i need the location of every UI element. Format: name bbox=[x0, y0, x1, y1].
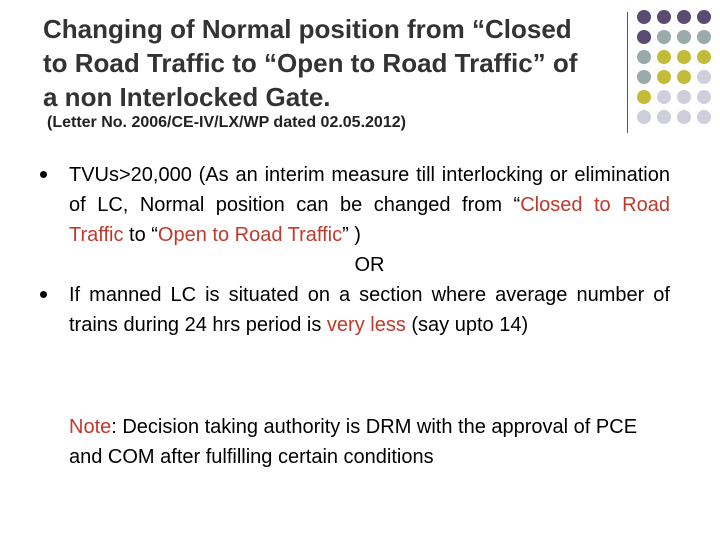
bullet-text: TVUs>20,000 (As an interim measure till interlocking or elimination of LC, Normal position can be changed from bbox=[69, 164, 670, 216]
title-divider bbox=[627, 12, 628, 133]
bullet-dot-icon bbox=[40, 291, 47, 298]
bullet-item-trains bbox=[40, 280, 670, 340]
decorative-dot bbox=[657, 110, 671, 124]
highlight-open: Open to Road Traffic bbox=[157, 224, 343, 246]
decorative-dot bbox=[697, 10, 711, 24]
note-paragraph bbox=[69, 412, 669, 472]
bullet-item-tvu bbox=[40, 160, 670, 250]
decorative-dot bbox=[657, 50, 671, 64]
decorative-dot bbox=[637, 70, 651, 84]
bullet-text-end: ” ) bbox=[342, 224, 361, 246]
decorative-dot bbox=[637, 90, 651, 104]
bullet-text-end: (say upto 14) bbox=[405, 314, 529, 336]
bullet-text: If manned LC is situated on a section where average number of trains during 24 hrs period is bbox=[69, 284, 670, 336]
note-text: : Decision taking authority is DRM with the approval of PCE and COM after fulfilling certain conditions bbox=[69, 416, 638, 468]
decorative-dot bbox=[697, 50, 711, 64]
title-line-1: Changing of Normal position from “Closed bbox=[43, 14, 572, 44]
highlight-very-less: very less bbox=[326, 314, 406, 336]
decorative-dot bbox=[657, 30, 671, 44]
decorative-dot bbox=[697, 30, 711, 44]
decorative-dot bbox=[677, 10, 691, 24]
decorative-dot bbox=[637, 110, 651, 124]
decorative-dot bbox=[677, 70, 691, 84]
decorative-dot bbox=[637, 30, 651, 44]
decorative-dot bbox=[657, 90, 671, 104]
title-line-2: to Road Traffic to “Open to Road Traffic” of bbox=[43, 48, 578, 78]
bullet-dot-icon bbox=[40, 171, 47, 178]
decorative-dot bbox=[677, 110, 691, 124]
quote-open: “ bbox=[513, 194, 521, 216]
decorative-dot bbox=[677, 30, 691, 44]
decorative-dot bbox=[637, 50, 651, 64]
title-line-3: a non Interlocked Gate. bbox=[43, 82, 331, 112]
decorative-dot bbox=[697, 90, 711, 104]
bullet-list bbox=[40, 160, 670, 340]
decorative-dot bbox=[697, 70, 711, 84]
decorative-dot bbox=[657, 70, 671, 84]
decorative-dot bbox=[657, 10, 671, 24]
bullet-text-mid: to “ bbox=[123, 224, 158, 246]
or-separator: OR bbox=[354, 254, 385, 276]
slide-title bbox=[43, 12, 633, 114]
decorative-dot bbox=[697, 110, 711, 124]
letter-reference: (Letter No. 2006/CE-IV/LX/WP dated 02.05.2012) bbox=[47, 114, 406, 131]
decorative-dot bbox=[637, 10, 651, 24]
decorative-dot bbox=[677, 90, 691, 104]
highlight-closed: Closed to Road Traffic bbox=[69, 194, 670, 246]
note-label: Note bbox=[69, 416, 112, 438]
decorative-dot bbox=[677, 50, 691, 64]
